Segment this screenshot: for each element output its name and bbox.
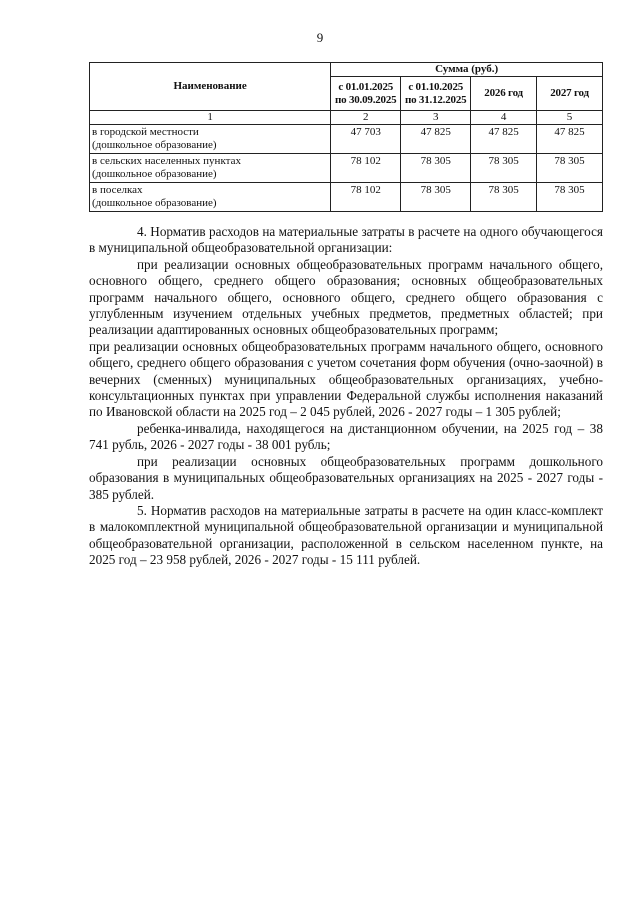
paragraph-4-d: при реализации основных общеобразовательных программ дошкольного образования в муниципальных общеобразовательных организациях на 2025 - 2027 годы - 385 рублей. — [89, 453, 603, 502]
row-value: 78 102 — [331, 183, 401, 212]
column-numbers-row — [90, 111, 603, 125]
table-row — [90, 125, 603, 154]
column-number: 2 — [331, 111, 401, 125]
paragraph-4-c: ребенка-инвалида, находящегося на дистанционном обучении, на 2025 год – 38 741 рубль, 2026 - 2027 годы - 38 001 рубль; — [89, 420, 603, 453]
column-number: 1 — [90, 111, 331, 125]
row-value: 47 825 — [401, 125, 471, 154]
paragraph-5: 5. Норматив расходов на материальные затраты в расчете на один класс-комплект в малокомплектной муниципальной общеобразовательной организации и муниципальной общеобразовательной организации, расположенной в сельском населенном пункте, на 2025 год – 23 958 рублей, 2026 - 2027 годы - 15 111 рублей. — [89, 502, 603, 568]
header-sum: Сумма (руб.) — [331, 63, 603, 77]
header-period-1: с 01.01.2025 по 30.09.2025 — [331, 77, 401, 111]
table-header-row — [90, 63, 603, 77]
document-body — [89, 224, 603, 569]
row-value: 47 825 — [537, 125, 603, 154]
column-number: 4 — [471, 111, 537, 125]
row-value: 78 305 — [537, 183, 603, 212]
table-row — [90, 154, 603, 183]
table-row — [90, 183, 603, 212]
row-value: 78 305 — [401, 183, 471, 212]
header-name: Наименование — [90, 63, 331, 111]
row-value: 47 703 — [331, 125, 401, 154]
row-name: в сельских населенных пунктах (дошкольное образование) — [90, 154, 331, 183]
row-value: 78 305 — [471, 183, 537, 212]
norms-table — [89, 62, 603, 212]
column-number: 3 — [401, 111, 471, 125]
column-number: 5 — [537, 111, 603, 125]
row-name: в городской местности (дошкольное образование) — [90, 125, 331, 154]
row-name: в поселках (дошкольное образование) — [90, 183, 331, 212]
row-value: 78 305 — [401, 154, 471, 183]
page-number: 9 — [316, 30, 324, 45]
row-value: 47 825 — [471, 125, 537, 154]
paragraph-4-a: при реализации основных общеобразовательных программ начального общего, основного общего, среднего общего образования; основных общеобразовательных программ начального общего, основного общего, среднего общего образования с углубленным изучением отдельных учебных предметов, предметных областей; при реализации адаптированных основных общеобразовательных программ; — [89, 256, 603, 338]
row-value: 78 102 — [331, 154, 401, 183]
header-year-2027: 2027 год — [537, 77, 603, 111]
header-year-2026: 2026 год — [471, 77, 537, 111]
paragraph-4-b: при реализации основных общеобразовательных программ начального общего, основного общего, среднего общего образования с учетом сочетания форм обучения (очно-заочной) в вечерних (сменных) муниципальных общеобразовательных организациях, учебно-консультационных пунктах при управлении Федеральной службы исполнения наказаний по Ивановской области на 2025 год – 2 045 рублей, 2026 - 2027 годы – 1 305 рублей; — [89, 338, 603, 420]
paragraph-4-title: 4. Норматив расходов на материальные затраты в расчете на одного обучающегося в муниципальной общеобразовательной организации: — [89, 224, 603, 256]
header-period-2: с 01.10.2025 по 31.12.2025 — [401, 77, 471, 111]
row-value: 78 305 — [471, 154, 537, 183]
row-value: 78 305 — [537, 154, 603, 183]
